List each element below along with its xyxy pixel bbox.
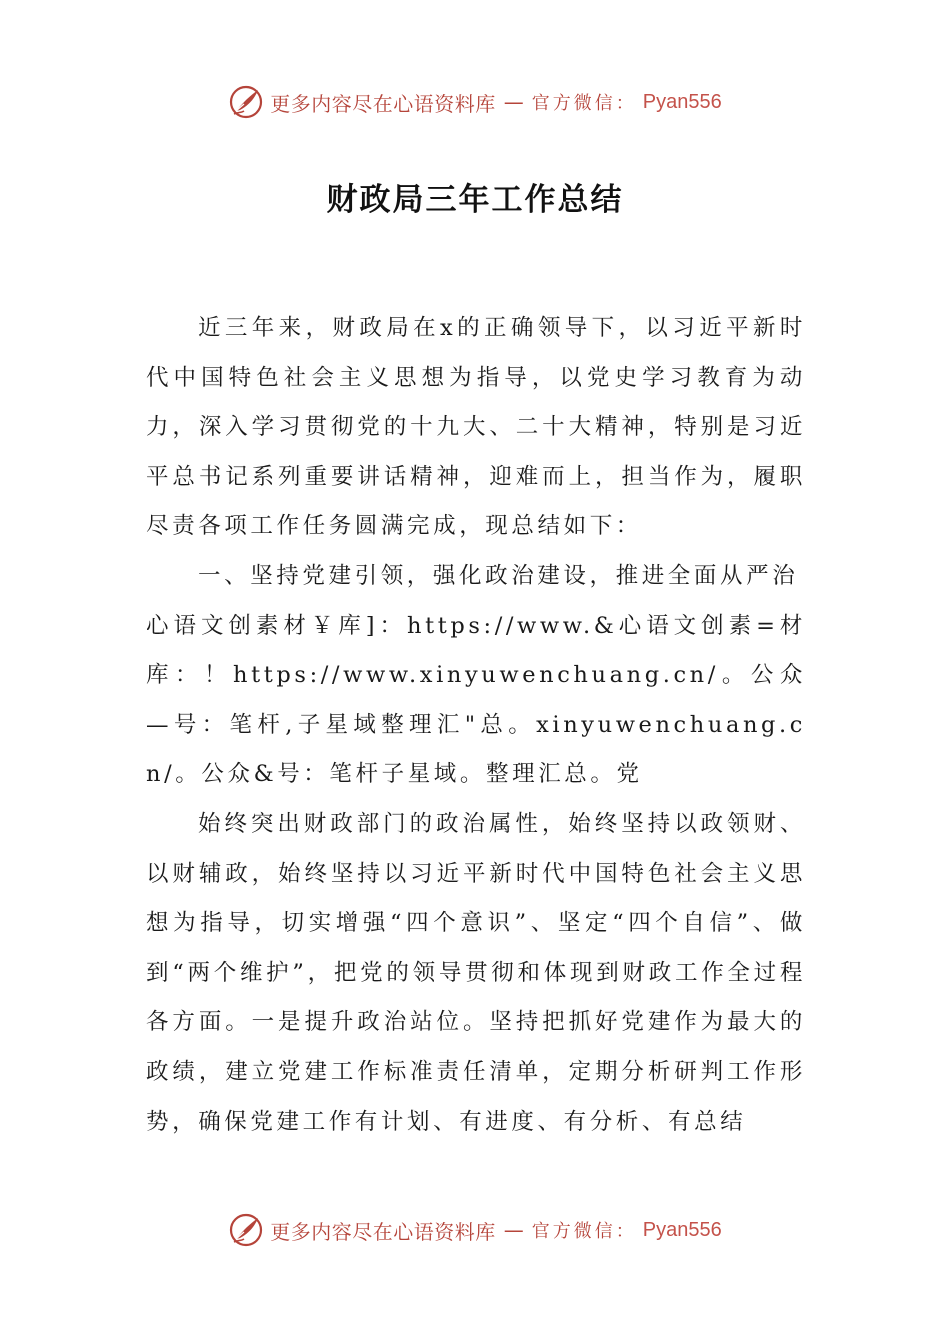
- paragraph-political-construction: 始终突出财政部门的政治属性，始终坚持以政领财、以财辅政，始终坚持以习近平新时代中国特色社会主义思想为指导，切实增强“四个意识”、坚定“四个自信”、做到“两个维护”，把党的领导贯彻和体现到财政工作全过程各方面。一是提升政治站位。坚持把抓好党建作为最大的政绩，建立党建工作标准责任清单，定期分析研判工作形势，确保党建工作有计划、有进度、有分析、有总结: [146, 810, 806, 1135]
- paragraph-intro: 近三年来，财政局在x的正确领导下，以习近平新时代中国特色社会主义思想为指导，以党史学习教育为动力，深入学习贯彻党的十九大、二十大精神，特别是习近平总书记系列重要讲话精神，迎难而上，担当作为，履职尽责各项工作任务圆满完成，现总结如下：: [146, 315, 806, 540]
- banner-contact-id: Pyan556: [642, 1218, 722, 1241]
- quill-logo-icon: [228, 1212, 264, 1248]
- paragraph-watermark-text: 心语文创素材￥库]：https://www.&心语文创素=材库：！https://www.xinyuwenchuang.cn/。公众—号：笔杆,子星域整理汇"总。xinyuwenchuang.cn/。公众&号：笔杆子星域。整理汇总。党: [146, 612, 806, 788]
- banner-text: 更多内容尽在心语资料库: [270, 1219, 496, 1244]
- footer-banner: [0, 1210, 950, 1250]
- banner-dash: —: [503, 1218, 524, 1242]
- document-body: [146, 304, 806, 1147]
- header-banner: [0, 82, 950, 122]
- quill-logo-icon: [228, 84, 264, 120]
- banner-contact-label: 官方微信：: [531, 1221, 637, 1242]
- banner-dash: —: [503, 90, 524, 114]
- paragraph-section-heading: 一、坚持党建引领，强化政治建设，推进全面从严治: [198, 562, 799, 589]
- banner-contact-label: 官方微信：: [531, 93, 637, 114]
- document-title: 财政局三年工作总结: [326, 182, 624, 218]
- banner-text: 更多内容尽在心语资料库: [270, 91, 496, 116]
- banner-contact-id: Pyan556: [642, 90, 722, 113]
